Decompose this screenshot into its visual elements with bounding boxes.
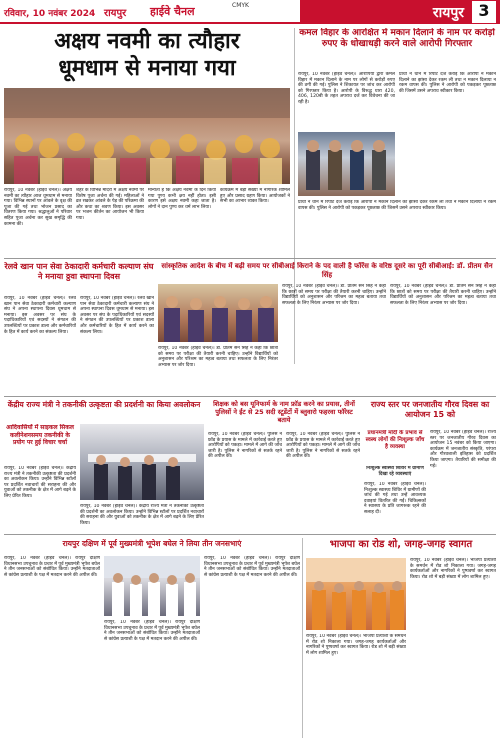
masthead-right bbox=[300, 0, 500, 24]
masthead-left bbox=[0, 0, 300, 24]
cbse-photo bbox=[158, 284, 278, 342]
kendriya-photo bbox=[80, 424, 204, 500]
bottom-left-text-col3: रायपुर, 10 नवंबर (हाईवे चैनल)। रायपुर दक्षिण विधानसभा उपचुनाव के प्रचार में पूर्व मुख्यमंत्री भूपेश बघेल ने तीन जनसभाओं को संबोधित किया। उन्होंने मतदाताओं से कांग्रेस प्रत्याशी के पक्ष में मतदान करने की अपील की। bbox=[204, 556, 300, 578]
section-title: रायपुर bbox=[432, 5, 464, 21]
roadshow-photo-illustration bbox=[306, 558, 406, 630]
bottom-left-headline: रायपुर दक्षिण में पूर्व मुख्यमंत्री भूपेश बघेल ने लिया तीन जनसभाएं bbox=[62, 539, 242, 548]
rail-text-col1: रायपुर, 10 नवंबर (हाईवे चैनल)। रेलवे खान पान सेवा ठेकादारी कर्मचारी कल्याण संघ ने अपना स्थापना दिवस धूमधाम से मनाया। इस अवसर पर संघ के पदाधिकारियों एवं सदस्यों ने संगठन की उपलब्धियों पर प्रकाश डाला और कर्मचारियों के हित में कार्य करने का संकल्प लिया। bbox=[4, 296, 76, 335]
students-photo-illustration bbox=[158, 284, 278, 342]
rail-headline: रेलवे खान पान सेवा ठेकादारी कर्मचारी कल्याण संघ ने मनाया ठ्ठवा स्थापना दिवस bbox=[4, 262, 154, 281]
cbse-text-col2: रायपुर, 10 नवंबर (हाईवे चैनल)। डॉ. प्रीतम सैन सिंह ने कहा कि छात्रों को समय पर परीक्षा की तैयारी करनी चाहिए। उन्होंने विद्यार्थियों को अनुशासन और परिश्रम का महत्व बताया तथा सफलता के लिए निरंतर अभ्यास पर जोर दिया। bbox=[390, 284, 496, 306]
crime-text-col2: रायपुर, 10 नवंबर (हाईवे चैनल)। पुलिस ने फ्रॉड के प्रयास के मामले में कार्रवाई करते हुए आरोपियों को पकड़ा। मामले में आगे की जांच जारी है। पुलिस ने नागरिकों से सतर्क रहने की अपील की। bbox=[286, 432, 360, 460]
section-divider bbox=[4, 258, 496, 259]
lead-text-col2: शहर के विभिन्न मंदिरों में अक्षय नवमी पर विशेष पूजा अर्चना की गई। महिलाओं ने व्रत रखकर आंवले के पेड़ की परिक्रमा की और कथा का श्रवण किया। इस अवसर पर भजन कीर्तन का आयोजन भी किया गया। bbox=[76, 188, 144, 221]
crime-headline: शिक्षक को बस यूनिफार्म के नाम फ्रॉड करने का प्रयास, तीनों पुलिसों ने ईंट से 25 सदी स्टूडेंटों में ब्लुवारो फहरवा फॉरेस्ट बताये bbox=[213, 400, 355, 424]
right-top-text-col2: प्रार्थी ने थाने में रिपोर्ट दर्ज कराई कि आरोपी ने मकान दिलाने का झांसा देकर रकम ली तथा न मकान दिलाया न रकम वापस की। पुलिस ने आरोपी को पकड़कर पूछताछ की जिसमें उसने अपराध स्वीकार किया। bbox=[399, 72, 496, 94]
lead-headline-line1: अक्षय नवमी का त्यौहार bbox=[54, 29, 240, 54]
rail-text-col2: रायपुर, 10 नवंबर (हाईवे चैनल)। रेलवे खान पान सेवा ठेकादारी कर्मचारी कल्याण संघ ने अपना स्थापना दिवस धूमधाम से मनाया। इस अवसर पर संघ के पदाधिकारियों एवं सदस्यों ने संगठन की उपलब्धियों पर प्रकाश डाला और कर्मचारियों के हित में कार्य करने का संकल्प लिया। bbox=[80, 296, 154, 335]
janjatiya-headline: राज्य स्तर पर जनजातीय गौरव दिवस का आयोजन 15 को bbox=[370, 400, 490, 419]
kendriya-headline: केंद्रीय राज्य मंत्री ने तकनीकी उत्कृष्टता की प्रदर्शनी का किया अवलोकन bbox=[7, 400, 201, 409]
lead-text-col3: मान्यता है कि अक्षय नवमी के दिन किया गया पुण्य कभी क्षय नहीं होता। इसी कारण इसे अक्षय नवमी कहा जाता है। लोगों ने दान पुण्य कर धर्म लाभ लिया। bbox=[148, 188, 216, 210]
cbse-text-col1: रायपुर, 10 नवंबर (हाईवे चैनल)। डॉ. प्रीतम सैन सिंह ने कहा कि छात्रों को समय पर परीक्षा की तैयारी करनी चाहिए। उन्होंने विद्यार्थियों को अनुशासन और परिश्रम का महत्व बताया तथा सफलता के लिए निरंतर अभ्यास पर जोर दिया। bbox=[282, 284, 386, 306]
lead-headline bbox=[4, 28, 290, 84]
kendriya-side-headline: आदिवासियों में साइकल सिकल कलीनेशनसमय तकनीकी के प्रयोग पर हुई विचार चर्चा bbox=[6, 424, 74, 446]
kendriya-side-text: रायपुर, 10 नवंबर (हाईवे चैनल)। केंद्रीय राज्य मंत्री ने तकनीकी उत्कृष्टता की प्रदर्शनी का अवलोकन किया। उन्होंने विभिन्न स्टॉलों पर प्रदर्शित नवाचारों की सराहना की और युवाओं को तकनीक के क्षेत्र में आगे बढ़ने के लिए प्रेरित किया। bbox=[4, 466, 76, 499]
lead-text-col4: कार्यक्रम में बड़ी संख्या में नागरिक शामिल हुए और प्रसाद ग्रहण किया। आयोजकों ने सभी का आभार व्यक्त किया। bbox=[220, 188, 290, 205]
bottom-right-text-col2: रायपुर, 10 नवंबर (हाईवे चैनल)। भाजपा प्रत्याशी के समर्थन में रोड शो निकाला गया। जगह-जगह कार्यकर्ताओं और नागरिकों ने पुष्पवर्षा कर स्वागत किया। रोड शो में बड़ी संख्या में लोग शामिल हुए। bbox=[410, 558, 496, 580]
bottom-right-photo bbox=[306, 558, 406, 630]
bottom-left-text-col1: रायपुर, 10 नवंबर (हाईवे चैनल)। रायपुर दक्षिण विधानसभा उपचुनाव के प्रचार में पूर्व मुख्यमंत्री भूपेश बघेल ने तीन जनसभाओं को संबोधित किया। उन्होंने मतदाताओं से कांग्रेस प्रत्याशी के पक्ष में मतदान करने की अपील की। bbox=[4, 556, 100, 578]
section-divider-3 bbox=[4, 534, 496, 535]
column-divider-2 bbox=[302, 538, 303, 738]
issue-date: रविवार, 10 नवंबर 2024 bbox=[4, 9, 96, 19]
masthead bbox=[0, 0, 500, 24]
crowd-photo-illustration bbox=[4, 88, 290, 184]
exhibition-photo-illustration bbox=[80, 424, 204, 500]
janjatiya-text: रायपुर, 10 नवंबर (हाईवे चैनल)। राज्य स्तर पर जनजातीय गौरव दिवस का आयोजन 15 नवंबर को किया जाएगा। कार्यक्रम में जनजातीय संस्कृति, परंपरा और गौरवशाली इतिहास को प्रदर्शित किया जाएगा। तैयारियों की समीक्षा की गई। bbox=[430, 430, 496, 469]
right-top-text-continued: प्रार्थी ने थाने में रिपोर्ट दर्ज कराई कि आरोपी ने मकान दिलाने का झांसा देकर रकम ली तथा न मकान दिलाया न रकम वापस की। पुलिस ने आरोपी को पकड़कर पूछताछ की जिसमें उसने अपराध स्वीकार किया। bbox=[298, 200, 496, 211]
page-number: 3 bbox=[472, 1, 496, 23]
crime-text-col1: रायपुर, 10 नवंबर (हाईवे चैनल)। पुलिस ने फ्रॉड के प्रयास के मामले में कार्रवाई करते हुए आरोपियों को पकड़ा। मामले में आगे की जांच जारी है। पुलिस ने नागरिकों से सतर्क रहने की अपील की। bbox=[208, 432, 282, 460]
cbse-text-col3: रायपुर, 10 नवंबर (हाईवे चैनल)। डॉ. प्रीतम सैन सिंह ने कहा कि छात्रों को समय पर परीक्षा की तैयारी करनी चाहिए। उन्होंने विद्यार्थियों को अनुशासन और परिश्रम का महत्व बताया तथा सफलता के लिए निरंतर अभ्यास पर जोर दिया। bbox=[158, 346, 278, 368]
bottom-left-photo bbox=[104, 556, 200, 616]
bus-text: रायपुर, 10 नवंबर (हाईवे चैनल)। निःशुल्क स्वास्थ्य शिविर में ग्रामीणों की जांच की गई तथा उन्हें आवश्यक दवाइयां वितरित की गईं। चिकित्सकों ने स्वास्थ्य के प्रति जागरूक रहने की सलाह दी। bbox=[364, 482, 426, 515]
rally-photo-illustration bbox=[104, 556, 200, 616]
lead-photo bbox=[4, 88, 290, 184]
right-top-text-col1: रायपुर, 10 नवंबर (हाईवे चैनल)। आरोपियों द्वारा कमल विहार में मकान दिलाने के नाम पर लोगों से करोड़ों रुपए की ठगी की गई। पुलिस ने शिकायत पर जांच कर आरोपी को गिरफ्तार किया है। आरोपी के विरुद्ध धारा 420, 406, 120बी के तहत अपराध दर्ज कर विवेचना की जा रही है। bbox=[298, 72, 395, 105]
kendriya-text: रायपुर, 10 नवंबर (हाईवे चैनल)। केंद्रीय राज्य मंत्री ने तकनीकी उत्कृष्टता की प्रदर्शनी का अवलोकन किया। उन्होंने विभिन्न स्टॉलों पर प्रदर्शित नवाचारों की सराहना की और युवाओं को तकनीक के क्षेत्र में आगे बढ़ने के लिए प्रेरित किया। bbox=[80, 504, 204, 526]
section-divider-2 bbox=[4, 396, 496, 397]
bottom-right-text-col1: रायपुर, 10 नवंबर (हाईवे चैनल)। भाजपा प्रत्याशी के समर्थन में रोड शो निकाला गया। जगह-जगह कार्यकर्ताओं और नागरिकों ने पुष्पवर्षा कर स्वागत किया। रोड शो में बड़ी संख्या में लोग शामिल हुए। bbox=[306, 634, 406, 656]
edition-city: रायपुर bbox=[104, 8, 127, 19]
bus-subheadline: निःशुल्क स्वास्थ्य शिविर में ग्रामीण दिखा रहे व्यवस्थाएं bbox=[366, 466, 424, 477]
cbse-headline: सांस्कृतिक आदेश के बीच में बढ़ी समय पर सीबीआई किराने के पद वाली है फॉरेंस के वरिष्ठ दूसरे का पूरी सीबीआई: डॉ. प्रीतम सैन सिंह bbox=[161, 262, 493, 279]
lead-headline-line2: धूमधाम से मनाया गया bbox=[58, 56, 236, 81]
right-top-headline: कमल विहार के आरक्षित में मकान दिलाने के नाम पर करोड़ों रुपए के धोखाधड़ी करने वाले आरोपी गिरफ्तार bbox=[299, 28, 495, 49]
right-top-photo bbox=[298, 132, 395, 196]
bus-headline: प्रधानमंत्री मोदी के प्रभाव से स्वस्थ लोगों की निःशुल्क जाँच है व्यवस्था bbox=[365, 430, 425, 450]
brand-name: हाईवे चैनल bbox=[150, 5, 195, 18]
bottom-right-headline: भाजपा का रोड शो, जगह-जगह स्वागत bbox=[329, 539, 473, 550]
cmyk-mark: CMYK bbox=[232, 2, 249, 9]
bottom-left-text-col2: रायपुर, 10 नवंबर (हाईवे चैनल)। रायपुर दक्षिण विधानसभा उपचुनाव के प्रचार में पूर्व मुख्यमंत्री भूपेश बघेल ने तीन जनसभाओं को संबोधित किया। उन्होंने मतदाताओं से कांग्रेस प्रत्याशी के पक्ष में मतदान करने की अपील की। bbox=[104, 620, 200, 642]
accused-photo-illustration bbox=[298, 132, 395, 196]
lead-text-col1: रायपुर, 10 नवंबर (हाईवे चैनल)। अक्षय नवमी का त्यौहार आज धूमधाम से मनाया गया। विभिन्न स्थानों पर आंवले के वृक्ष की पूजा की गई तथा भोजन प्रसाद का वितरण किया गया। श्रद्धालुओं ने परिवार सहित पूजा अर्चना कर सुख समृद्धि की कामना की। bbox=[4, 188, 72, 227]
